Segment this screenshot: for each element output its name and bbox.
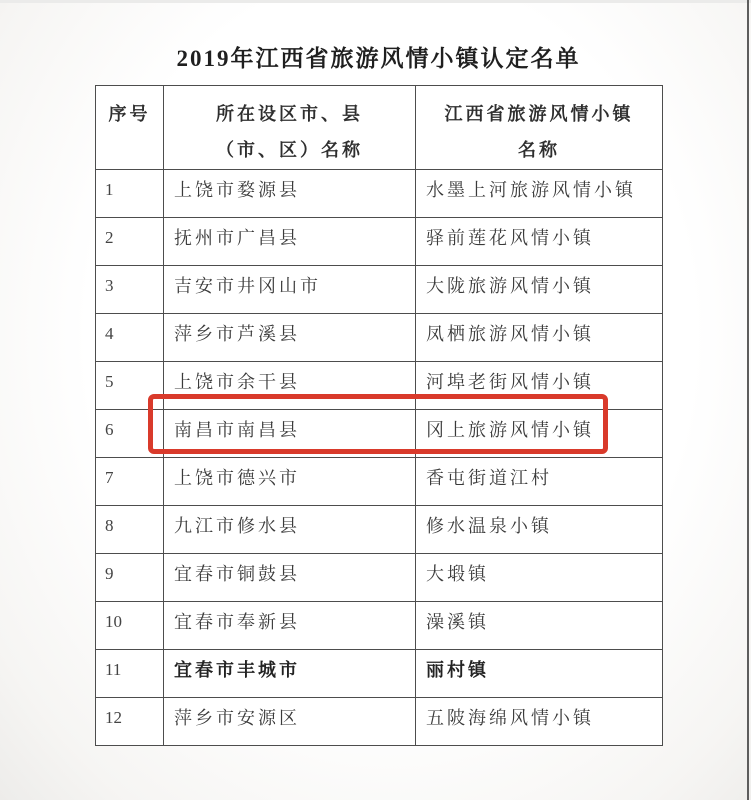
- header-town: [416, 86, 663, 170]
- cell-no: 11: [96, 650, 164, 698]
- table-row: [96, 170, 663, 218]
- cell-district: 上饶市德兴市: [164, 458, 416, 506]
- cell-town: 凤栖旅游风情小镇: [416, 314, 663, 362]
- page-top-edge: [0, 0, 751, 3]
- cell-town: 冈上旅游风情小镇: [416, 410, 663, 458]
- cell-no: 6: [96, 410, 164, 458]
- cell-district: 吉安市井冈山市: [164, 266, 416, 314]
- cell-no: 7: [96, 458, 164, 506]
- cell-district: 九江市修水县: [164, 506, 416, 554]
- cell-district: 宜春市铜鼓县: [164, 554, 416, 602]
- cell-town: 丽村镇: [416, 650, 663, 698]
- table-row: [96, 314, 663, 362]
- header-index: [96, 86, 164, 170]
- cell-town: 大塅镇: [416, 554, 663, 602]
- cell-no: 8: [96, 506, 164, 554]
- cell-district: 上饶市余干县: [164, 362, 416, 410]
- header-district-line2: （市、区）名称: [216, 140, 363, 160]
- header-district: [164, 86, 416, 170]
- table-row: [96, 362, 663, 410]
- page-right-edge-line: [747, 0, 749, 800]
- cell-district: 萍乡市芦溪县: [164, 314, 416, 362]
- table-row: [96, 218, 663, 266]
- table-row: [96, 266, 663, 314]
- header-index-label: 序号: [108, 104, 151, 124]
- table-row: [96, 506, 663, 554]
- table-row: [96, 554, 663, 602]
- cell-no: 2: [96, 218, 164, 266]
- cell-town: 河埠老街风情小镇: [416, 362, 663, 410]
- header-district-line1: 所在设区市、县: [216, 104, 363, 124]
- cell-town: 大陇旅游风情小镇: [416, 266, 663, 314]
- cell-no: 1: [96, 170, 164, 218]
- cell-town: 五陂海绵风情小镇: [416, 698, 663, 746]
- cell-district: 宜春市丰城市: [164, 650, 416, 698]
- header-row: [96, 86, 663, 170]
- table-row: [96, 602, 663, 650]
- cell-no: 5: [96, 362, 164, 410]
- cell-district: 抚州市广昌县: [164, 218, 416, 266]
- cell-town: 澡溪镇: [416, 602, 663, 650]
- table-row: [96, 410, 663, 458]
- cell-town: 水墨上河旅游风情小镇: [416, 170, 663, 218]
- towns-table: [95, 85, 663, 746]
- cell-district: 宜春市奉新县: [164, 602, 416, 650]
- table-row: [96, 458, 663, 506]
- cell-no: 4: [96, 314, 164, 362]
- cell-no: 9: [96, 554, 164, 602]
- header-town-line2: 名称: [518, 140, 560, 160]
- cell-no: 12: [96, 698, 164, 746]
- cell-district: 萍乡市安源区: [164, 698, 416, 746]
- cell-district: 上饶市婺源县: [164, 170, 416, 218]
- table-row: [96, 698, 663, 746]
- cell-no: 3: [96, 266, 164, 314]
- table-row: [96, 650, 663, 698]
- header-town-line1: 江西省旅游风情小镇: [444, 104, 634, 124]
- page-title: 2019年江西省旅游风情小镇认定名单: [176, 46, 581, 71]
- cell-district: 南昌市南昌县: [164, 410, 416, 458]
- cell-town: 修水温泉小镇: [416, 506, 663, 554]
- cell-town: 香屯街道江村: [416, 458, 663, 506]
- cell-no: 10: [96, 602, 164, 650]
- cell-town: 驿前莲花风情小镇: [416, 218, 663, 266]
